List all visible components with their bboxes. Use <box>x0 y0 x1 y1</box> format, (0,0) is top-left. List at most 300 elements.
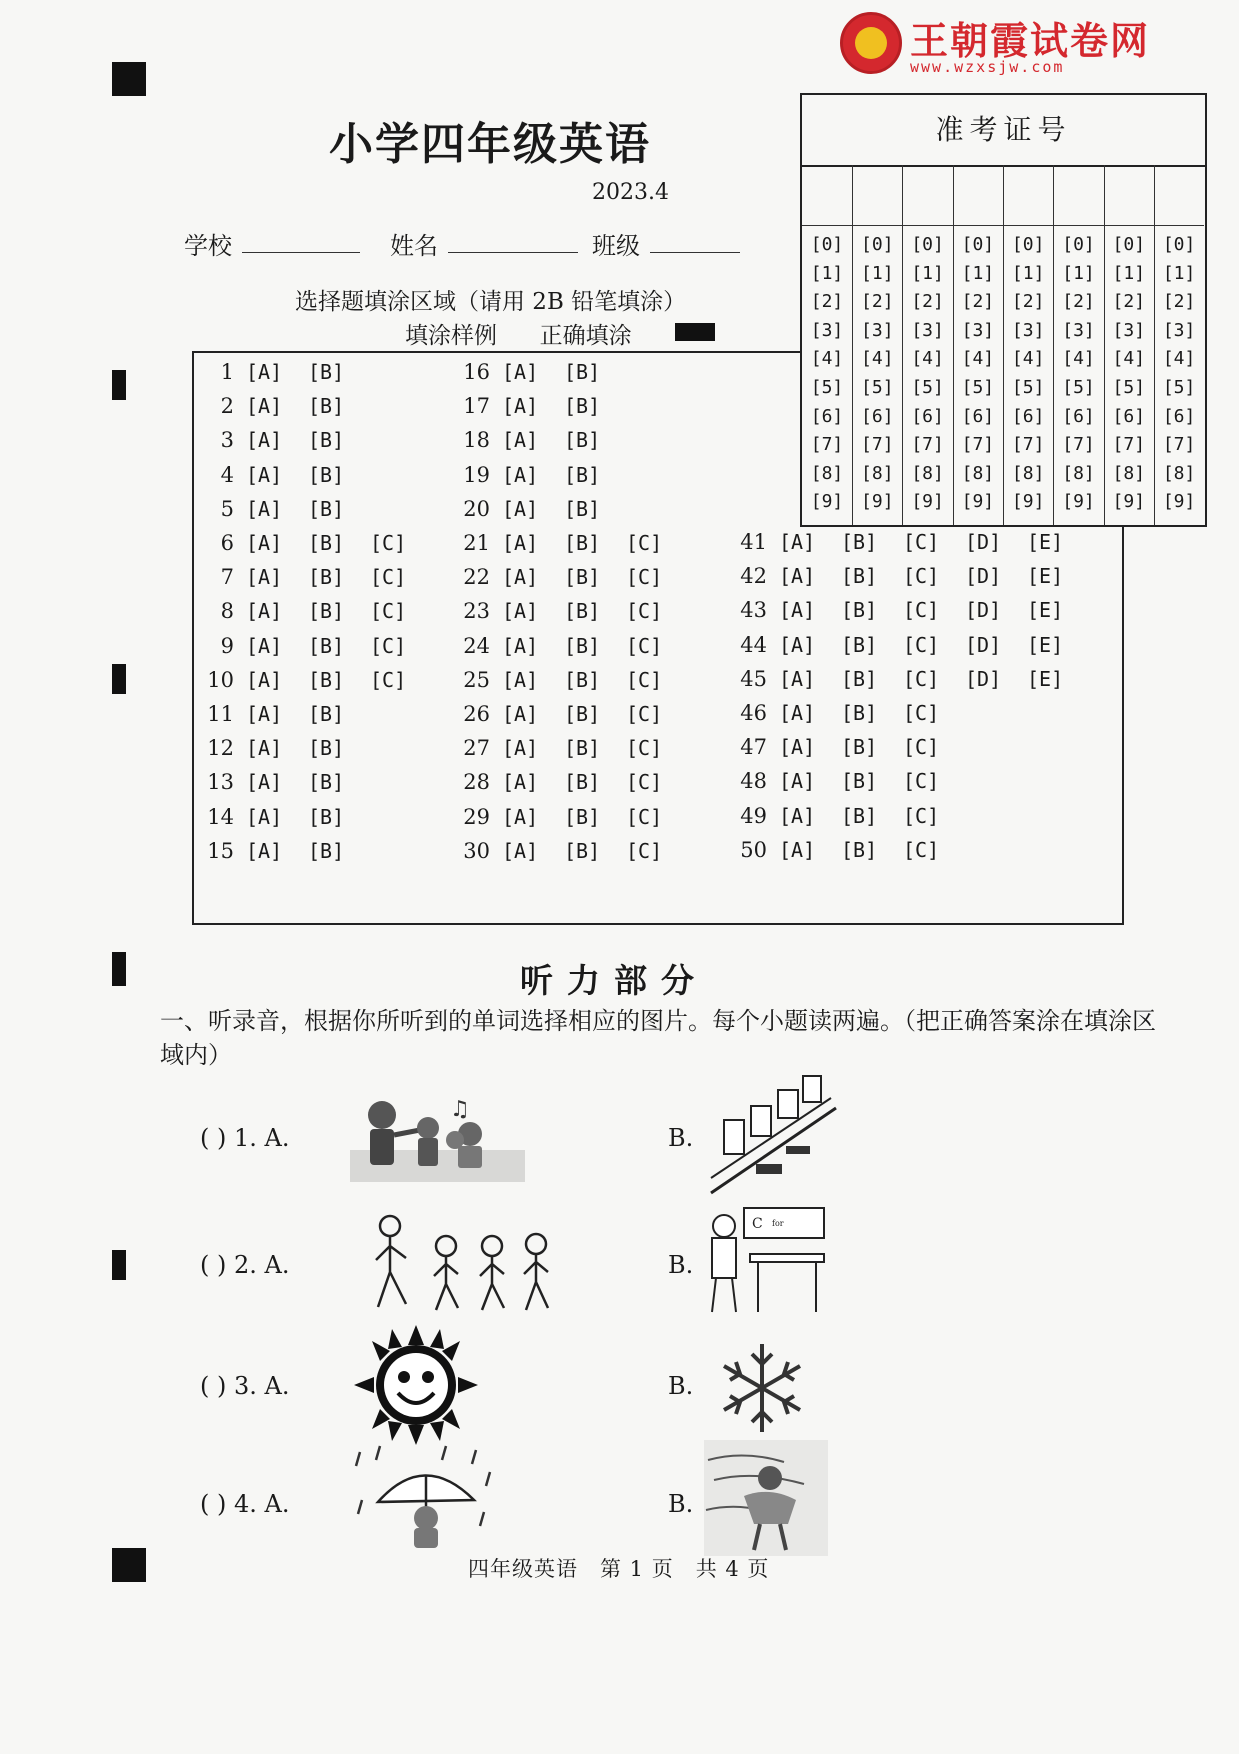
ticket-digit-bubble[interactable]: [4] <box>1112 348 1146 370</box>
answer-bubble[interactable]: [D] <box>965 632 1002 657</box>
registration-mark <box>112 1548 146 1582</box>
answer-row <box>727 696 965 730</box>
answer-bubble[interactable]: [B] <box>564 633 601 658</box>
question-number: 10 <box>207 667 234 692</box>
answer-bubble[interactable]: [A] <box>502 599 539 624</box>
ticket-digit-bubble[interactable]: [7] <box>1011 434 1045 456</box>
ticket-digit-bubble[interactable]: [1] <box>1011 262 1045 284</box>
answer-bubble[interactable]: [A] <box>502 531 539 555</box>
ticket-write-cell[interactable] <box>1104 165 1154 226</box>
answer-bubble[interactable]: [B] <box>564 428 601 453</box>
answer-bubble[interactable]: [B] <box>564 394 601 419</box>
answer-bubble[interactable]: [C] <box>626 838 663 863</box>
answer-bubble[interactable]: [B] <box>308 736 345 761</box>
answer-bubble[interactable]: [C] <box>626 565 663 590</box>
answer-bubble[interactable]: [B] <box>841 530 878 554</box>
ticket-digit-bubble[interactable]: [3] <box>1162 319 1196 341</box>
ticket-digit-bubble[interactable]: [9] <box>911 491 944 513</box>
answer-bubble[interactable]: [A] <box>246 360 283 384</box>
answer-row <box>194 800 370 834</box>
rainy-umbrella-picture <box>350 1442 498 1554</box>
answer-row <box>727 662 1089 696</box>
ticket-digit-bubble[interactable]: [3] <box>961 319 995 341</box>
answer-bubble[interactable]: [C] <box>370 599 407 624</box>
question-number: 45 <box>740 666 767 691</box>
answer-row <box>727 628 1089 662</box>
answer-bubble[interactable]: [B] <box>564 770 601 795</box>
ticket-digit-bubble[interactable]: [1] <box>1112 262 1146 284</box>
question-number: 46 <box>740 701 767 725</box>
ticket-digit-column <box>802 165 853 525</box>
answer-bubble[interactable]: [A] <box>246 804 283 829</box>
question-3-option-b[interactable]: B. <box>668 1372 694 1400</box>
answer-row <box>727 764 965 798</box>
filled-sample-box <box>675 323 715 341</box>
watermark-logo <box>840 10 1170 80</box>
ticket-digit-bubble[interactable]: [6] <box>961 405 995 427</box>
question-number: 43 <box>740 598 767 623</box>
ticket-digit-bubble[interactable]: [4] <box>1062 348 1095 370</box>
answer-row <box>194 697 370 731</box>
answer-row <box>450 800 688 834</box>
ticket-digit-column <box>1154 165 1204 525</box>
answer-bubble[interactable]: [A] <box>246 394 283 419</box>
question-number: 47 <box>740 735 767 760</box>
answer-bubble[interactable]: [C] <box>626 531 663 555</box>
registration-mark <box>112 952 126 986</box>
question-number: 42 <box>740 564 767 589</box>
ticket-write-cell[interactable] <box>802 165 852 226</box>
answer-row <box>450 629 688 663</box>
ticket-digit-bubble[interactable]: [1] <box>1062 262 1095 284</box>
answer-bubble[interactable]: [C] <box>626 804 663 829</box>
registration-mark <box>112 1250 126 1280</box>
ticket-digit-bubble[interactable]: [8] <box>1011 462 1045 484</box>
answer-bubble[interactable]: [C] <box>903 769 940 794</box>
answer-row <box>450 731 688 765</box>
ticket-digit-bubble[interactable]: [2] <box>1162 291 1196 313</box>
answer-bubble[interactable]: [E] <box>1027 564 1064 589</box>
answer-bubble[interactable]: [A] <box>246 599 283 624</box>
question-number: 21 <box>463 531 490 555</box>
answer-bubble[interactable]: [B] <box>308 428 345 453</box>
answer-bubble[interactable]: [A] <box>246 496 283 521</box>
question-number: 17 <box>463 394 490 419</box>
question-number: 25 <box>463 667 490 692</box>
ticket-digit-bubble[interactable]: [8] <box>861 462 894 484</box>
question-number: 50 <box>740 837 767 862</box>
ticket-digit-bubble[interactable]: [6] <box>1062 405 1095 427</box>
question-number: 48 <box>740 769 767 794</box>
ticket-digit-bubble[interactable]: [2] <box>961 291 995 313</box>
answer-bubble[interactable]: [B] <box>841 701 878 725</box>
ticket-digit-bubble[interactable]: [8] <box>1162 462 1196 484</box>
ticket-digit-bubble[interactable]: [6] <box>1011 405 1045 427</box>
school-field[interactable] <box>242 226 360 253</box>
answer-row <box>450 697 688 731</box>
answer-bubble[interactable]: [A] <box>779 632 816 657</box>
answer-bubble[interactable]: [A] <box>246 702 283 726</box>
question-number: 24 <box>463 633 490 658</box>
answer-bubble[interactable]: [B] <box>308 667 345 692</box>
ticket-digit-bubble[interactable]: [4] <box>861 348 894 370</box>
answer-bubble[interactable]: [A] <box>246 770 283 795</box>
answer-bubble[interactable]: [A] <box>502 702 539 726</box>
question-number: 16 <box>463 360 490 384</box>
sun-icon <box>352 1323 480 1447</box>
answer-bubble[interactable]: [B] <box>564 565 601 590</box>
answer-bubble[interactable]: [E] <box>1027 632 1064 657</box>
instruction: 一、听录音，根据你所听到的单词选择相应的图片。每个小题读两遍。（把正确答案涂在填涂区域内） <box>160 1007 1156 1069</box>
answer-bubble[interactable]: [B] <box>308 360 345 384</box>
answer-bubble[interactable]: [D] <box>965 666 1002 691</box>
name-field[interactable] <box>448 226 578 253</box>
answer-row <box>450 594 688 628</box>
answer-bubble[interactable]: [D] <box>965 598 1002 623</box>
answer-bubble[interactable]: [B] <box>841 632 878 657</box>
answer-bubble[interactable]: [C] <box>370 565 407 590</box>
ticket-digit-bubble[interactable]: [6] <box>1162 405 1196 427</box>
answer-bubble[interactable]: [C] <box>903 735 940 760</box>
ticket-digit-bubble[interactable]: [3] <box>1011 319 1045 341</box>
answer-bubble[interactable]: [A] <box>779 803 816 828</box>
answer-bubble[interactable]: [A] <box>502 462 539 487</box>
answer-row <box>194 492 370 526</box>
answer-bubble[interactable]: [B] <box>308 770 345 795</box>
ticket-digit-bubble[interactable]: [3] <box>810 319 844 341</box>
ticket-digit-bubble[interactable]: [2] <box>810 291 844 313</box>
answer-row <box>194 629 432 663</box>
answer-bubble[interactable]: [A] <box>779 735 816 760</box>
ticket-digit-bubble[interactable]: [5] <box>961 376 995 398</box>
answer-bubble[interactable]: [C] <box>903 666 940 691</box>
question-number: 41 <box>740 530 767 554</box>
ticket-digit-bubble[interactable]: [2] <box>911 291 944 313</box>
answer-bubble[interactable]: [A] <box>779 769 816 794</box>
ticket-write-cell[interactable] <box>1003 165 1053 226</box>
answer-bubble[interactable]: [E] <box>1027 530 1064 554</box>
answer-bubble[interactable]: [B] <box>308 702 345 726</box>
answer-bubble[interactable]: [A] <box>502 770 539 795</box>
question-1[interactable]: ( ) 1. A. <box>200 1124 290 1152</box>
answer-row <box>727 730 965 764</box>
answer-bubble[interactable]: [B] <box>564 736 601 761</box>
svg-text:for: for <box>772 1219 784 1228</box>
ticket-digit-bubble[interactable]: [0] <box>911 234 944 255</box>
ticket-digit-column <box>953 165 1004 525</box>
ticket-digit-bubble[interactable]: [9] <box>961 491 995 513</box>
answer-row <box>194 765 370 799</box>
ticket-digit-bubble[interactable]: [5] <box>1062 376 1095 398</box>
question-number: 2 <box>220 394 234 419</box>
answer-bubble[interactable]: [E] <box>1027 598 1064 623</box>
answer-bubble[interactable]: [B] <box>308 565 345 590</box>
question-number: 5 <box>220 496 234 521</box>
ticket-digit-bubble[interactable]: [5] <box>1011 376 1045 398</box>
answer-bubble[interactable]: [C] <box>626 770 663 795</box>
answer-bubble[interactable]: [A] <box>502 496 539 521</box>
correct-label: 正确填涂 <box>539 323 632 349</box>
answer-bubble[interactable]: [B] <box>308 838 345 863</box>
answer-bubble[interactable]: [B] <box>308 496 345 521</box>
answer-row <box>450 765 688 799</box>
ticket-digit-bubble[interactable]: [5] <box>1162 376 1196 398</box>
ticket-digit-bubble[interactable]: [6] <box>911 405 944 427</box>
answer-bubble[interactable]: [C] <box>903 530 940 554</box>
question-number: 26 <box>463 702 490 726</box>
ticket-digit-bubble[interactable]: [7] <box>1062 434 1095 456</box>
question-number: 15 <box>207 838 234 863</box>
answer-bubble[interactable]: [C] <box>903 564 940 589</box>
ticket-digit-bubble[interactable]: [9] <box>1112 491 1146 513</box>
question-3[interactable]: ( ) 3. A. <box>200 1372 290 1400</box>
ticket-digit-bubble[interactable]: [5] <box>911 376 944 398</box>
ticket-digit-bubble[interactable]: [3] <box>1062 319 1095 341</box>
ticket-digit-bubble[interactable]: [8] <box>810 462 844 484</box>
answer-bubble[interactable]: [B] <box>564 804 601 829</box>
ticket-digit-bubble[interactable]: [7] <box>861 434 894 456</box>
snowflake-icon <box>712 1340 812 1436</box>
answer-bubble[interactable]: [B] <box>308 804 345 829</box>
ticket-digit-bubble[interactable]: [8] <box>1112 462 1146 484</box>
ticket-write-cell[interactable] <box>1054 165 1104 226</box>
answer-bubble[interactable]: [A] <box>246 667 283 692</box>
admission-ticket-box <box>800 93 1207 527</box>
ticket-digit-bubble[interactable]: [9] <box>1062 491 1095 513</box>
answer-bubble[interactable]: [A] <box>502 667 539 692</box>
answer-bubble[interactable]: [C] <box>626 702 663 726</box>
answer-bubble[interactable]: [A] <box>246 531 283 555</box>
ticket-digit-bubble[interactable]: [2] <box>861 291 894 313</box>
fill-sample <box>405 317 632 350</box>
answer-bubble[interactable]: [B] <box>841 735 878 760</box>
ticket-digit-bubble[interactable]: [2] <box>1112 291 1146 313</box>
answer-bubble[interactable]: [C] <box>626 736 663 761</box>
answer-bubble[interactable]: [B] <box>308 462 345 487</box>
sample-label: 填涂样例 <box>405 323 497 349</box>
answer-row <box>450 560 688 594</box>
answer-bubble[interactable]: [A] <box>502 633 539 658</box>
answer-row <box>194 423 370 457</box>
question-2[interactable]: ( ) 2. A. <box>200 1251 290 1279</box>
answer-bubble[interactable]: [B] <box>308 394 345 419</box>
ticket-digit-bubble[interactable]: [9] <box>1162 491 1196 513</box>
answer-bubble[interactable]: [E] <box>1027 666 1064 691</box>
answer-bubble[interactable]: [A] <box>502 565 539 590</box>
class-label: 班级 <box>592 232 640 260</box>
ticket-digit-bubble[interactable]: [3] <box>911 319 944 341</box>
ticket-digit-bubble[interactable]: [4] <box>911 348 944 370</box>
answer-bubble[interactable]: [D] <box>965 530 1002 554</box>
answer-bubble[interactable]: [B] <box>308 599 345 624</box>
answer-row <box>450 355 626 389</box>
question-number: 27 <box>463 736 490 761</box>
answer-row <box>727 833 965 867</box>
ticket-digit-bubble[interactable]: [6] <box>1112 405 1146 427</box>
answer-bubble[interactable]: [A] <box>779 530 816 554</box>
ticket-digit-bubble[interactable]: [2] <box>1062 291 1095 313</box>
registration-mark <box>112 62 146 96</box>
registration-mark <box>112 370 126 400</box>
question-number: 44 <box>740 632 767 657</box>
question-number: 18 <box>463 428 490 453</box>
ticket-digit-bubble[interactable]: [4] <box>961 348 995 370</box>
ticket-digit-bubble[interactable]: [6] <box>810 405 844 427</box>
ticket-digit-bubble[interactable]: [8] <box>911 462 944 484</box>
answer-bubble[interactable]: [A] <box>502 360 539 384</box>
answer-bubble[interactable]: [A] <box>246 462 283 487</box>
ticket-digit-bubble[interactable]: [1] <box>861 262 894 284</box>
answer-bubble[interactable]: [B] <box>841 769 878 794</box>
ticket-digit-bubble[interactable]: [0] <box>1112 234 1146 255</box>
question-number: 13 <box>207 770 234 795</box>
svg-text:♫: ♫ <box>450 1097 470 1122</box>
answer-bubble[interactable]: [B] <box>308 531 345 555</box>
exam-date: 2023.4 <box>592 180 669 205</box>
question-number: 49 <box>740 803 767 828</box>
answer-bubble[interactable]: [B] <box>564 667 601 692</box>
answer-bubble[interactable]: [C] <box>370 633 407 658</box>
answer-bubble[interactable]: [B] <box>564 496 601 521</box>
ticket-write-cell[interactable] <box>852 165 902 226</box>
ticket-digit-bubble[interactable]: [7] <box>911 434 944 456</box>
ticket-digit-bubble[interactable]: [0] <box>861 234 894 255</box>
question-1-option-b[interactable]: B. <box>668 1124 694 1152</box>
class-field[interactable] <box>650 226 740 253</box>
answer-bubble[interactable]: [C] <box>903 803 940 828</box>
answer-bubble[interactable]: [A] <box>502 838 539 863</box>
answer-bubble[interactable]: [C] <box>626 599 663 624</box>
question-number: 20 <box>463 496 490 521</box>
question-number: 6 <box>220 531 234 555</box>
ticket-digit-bubble[interactable]: [4] <box>1011 348 1045 370</box>
ticket-digit-bubble[interactable]: [8] <box>1062 462 1095 484</box>
ticket-write-cell[interactable] <box>903 165 953 226</box>
ticket-digit-bubble[interactable]: [9] <box>861 491 894 513</box>
answer-bubble[interactable]: [C] <box>903 598 940 623</box>
ticket-digit-bubble[interactable]: [0] <box>810 234 844 255</box>
answer-bubble[interactable]: [A] <box>246 428 283 453</box>
windy-weather-picture <box>704 1440 828 1556</box>
answer-row <box>450 526 688 560</box>
ticket-digit-bubble[interactable]: [9] <box>810 491 844 513</box>
ticket-digit-bubble[interactable]: [2] <box>1011 291 1045 313</box>
answer-row <box>194 663 432 697</box>
answer-row <box>194 594 432 628</box>
ticket-write-cell[interactable] <box>953 165 1003 226</box>
ticket-digit-column <box>1003 165 1054 525</box>
ticket-digit-bubble[interactable]: [7] <box>1112 434 1146 456</box>
answer-bubble[interactable]: [C] <box>370 667 407 692</box>
answer-bubble[interactable]: [B] <box>841 666 878 691</box>
ticket-digit-bubble[interactable]: [4] <box>1162 348 1196 370</box>
ticket-digit-bubble[interactable]: [7] <box>961 434 995 456</box>
question-number: 8 <box>220 599 234 624</box>
question-number: 11 <box>207 702 234 726</box>
answer-bubble[interactable]: [A] <box>502 804 539 829</box>
answer-bubble[interactable]: [A] <box>502 428 539 453</box>
ticket-digit-bubble[interactable]: [1] <box>961 262 995 284</box>
question-2-option-b[interactable]: B. <box>668 1251 694 1279</box>
ticket-digit-bubble[interactable]: [5] <box>861 376 894 398</box>
answer-bubble[interactable]: [A] <box>779 598 816 623</box>
answer-bubble[interactable]: [B] <box>841 837 878 862</box>
answer-bubble[interactable]: [C] <box>903 837 940 862</box>
question-4[interactable]: ( ) 4. A. <box>200 1490 290 1518</box>
answer-bubble[interactable]: [A] <box>502 394 539 419</box>
answer-bubble[interactable]: [B] <box>841 564 878 589</box>
ticket-digit-bubble[interactable]: [5] <box>1112 376 1146 398</box>
ticket-digit-bubble[interactable]: [0] <box>1162 234 1196 255</box>
answer-bubble[interactable]: [D] <box>965 564 1002 589</box>
answer-bubble[interactable]: [A] <box>779 666 816 691</box>
page-title: 小学四年级英语 <box>329 119 651 170</box>
ticket-digit-bubble[interactable]: [1] <box>810 262 844 284</box>
answer-bubble[interactable]: [B] <box>564 360 601 384</box>
ticket-digit-bubble[interactable]: [7] <box>810 434 844 456</box>
answer-row <box>450 458 626 492</box>
ticket-title: 准考证号 <box>802 95 1205 167</box>
ticket-digit-bubble[interactable]: [7] <box>1162 434 1196 456</box>
answer-bubble[interactable]: [C] <box>370 531 407 555</box>
question-number: 7 <box>220 565 234 590</box>
answer-row <box>727 559 1089 593</box>
teacher-classroom-picture <box>702 1204 828 1316</box>
question-number: 3 <box>220 428 234 453</box>
ticket-digit-bubble[interactable]: [4] <box>810 348 844 370</box>
ticket-digit-bubble[interactable]: [9] <box>1011 491 1045 513</box>
answer-bubble[interactable]: [B] <box>564 702 601 726</box>
answer-bubble[interactable]: [B] <box>841 598 878 623</box>
choice-area-title: 选择题填涂区域（请用 2B 铅笔填涂） <box>295 289 687 315</box>
question-4-option-b[interactable]: B. <box>668 1490 694 1518</box>
answer-bubble[interactable]: [B] <box>564 599 601 624</box>
answer-bubble[interactable]: [A] <box>246 633 283 658</box>
answer-row <box>450 834 688 868</box>
ticket-digit-bubble[interactable]: [5] <box>810 376 844 398</box>
ticket-digit-bubble[interactable]: [0] <box>1062 234 1095 255</box>
ticket-digit-bubble[interactable]: [1] <box>1162 262 1196 284</box>
ticket-digit-bubble[interactable]: [0] <box>961 234 995 255</box>
ticket-digit-bubble[interactable]: [8] <box>961 462 995 484</box>
ticket-write-cell[interactable] <box>1154 165 1204 226</box>
ticket-digit-bubble[interactable]: [0] <box>1011 234 1045 255</box>
answer-bubble[interactable]: [C] <box>626 633 663 658</box>
answer-bubble[interactable]: [B] <box>564 531 601 555</box>
answer-bubble[interactable]: [A] <box>246 838 283 863</box>
answer-bubble[interactable]: [B] <box>564 462 601 487</box>
answer-bubble[interactable]: [B] <box>308 633 345 658</box>
answer-bubble[interactable]: [A] <box>779 837 816 862</box>
answer-bubble[interactable]: [A] <box>502 736 539 761</box>
answer-bubble[interactable]: [B] <box>564 838 601 863</box>
ticket-digit-column <box>1054 165 1105 525</box>
section-title: 听力部分 <box>520 961 708 1000</box>
ticket-digit-bubble[interactable]: [6] <box>861 405 894 427</box>
ticket-digit-bubble[interactable]: [1] <box>911 262 944 284</box>
answer-bubble[interactable]: [A] <box>779 701 816 725</box>
answer-bubble[interactable]: [A] <box>779 564 816 589</box>
answer-row <box>194 389 370 423</box>
answer-bubble[interactable]: [A] <box>246 565 283 590</box>
answer-bubble[interactable]: [C] <box>903 632 940 657</box>
answer-bubble[interactable]: [C] <box>903 701 940 725</box>
answer-bubble[interactable]: [A] <box>246 736 283 761</box>
answer-bubble[interactable]: [B] <box>841 803 878 828</box>
answer-bubble[interactable]: [C] <box>626 667 663 692</box>
ticket-digit-bubble[interactable]: [3] <box>1112 319 1146 341</box>
ticket-digit-bubble[interactable]: [3] <box>861 319 894 341</box>
